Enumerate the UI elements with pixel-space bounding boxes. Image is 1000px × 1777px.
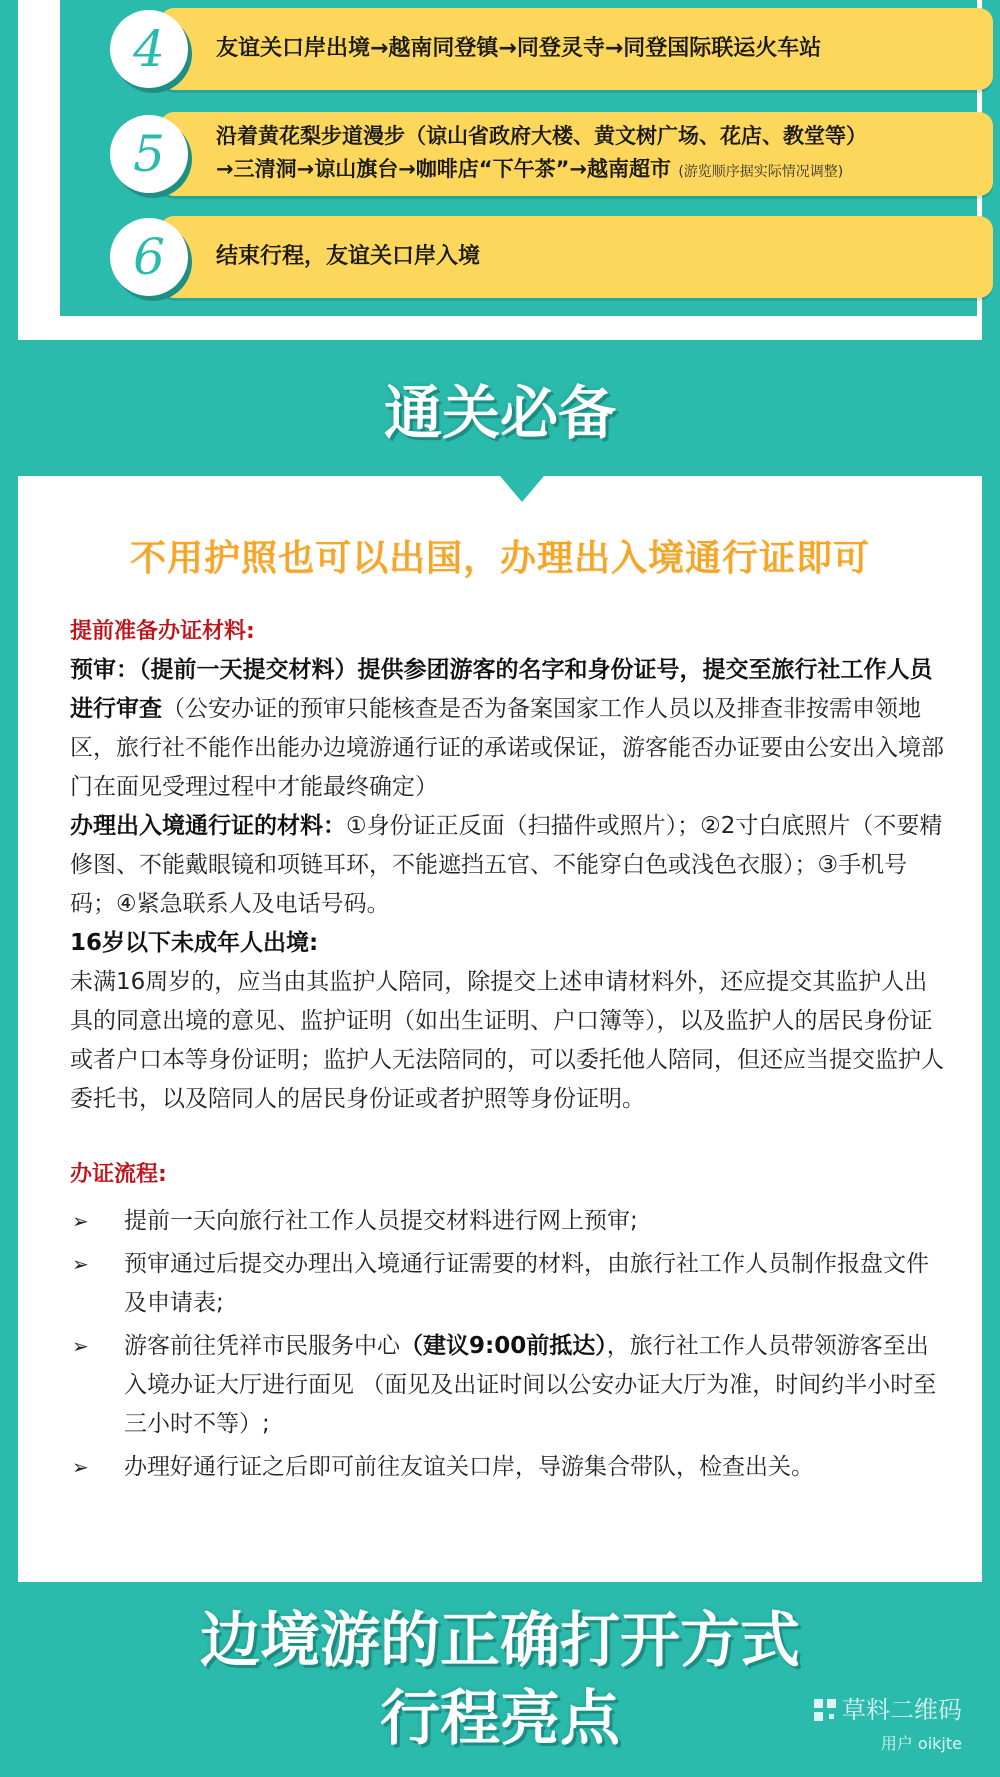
bottom-title-line1: 边境游的正确打开方式 bbox=[200, 1606, 800, 1676]
step-text bbox=[216, 216, 973, 298]
watermark-user: 用户 oikjte bbox=[880, 1734, 962, 1753]
spacer bbox=[70, 1119, 950, 1155]
step-line: 沿着黄花梨步道漫步（谅山省政府大楼、黄文树广场、花店、教堂等） bbox=[216, 123, 867, 148]
arrow-bullet-icon: ➢ bbox=[72, 1455, 89, 1479]
itinerary-step-4 bbox=[110, 8, 993, 90]
list-item bbox=[70, 1327, 950, 1444]
step-number: 5 bbox=[110, 115, 188, 193]
list-item-text: ，旅行社工作人员带领游客至出入境办证大厅进行面见 （面见及出证时间以公安办证大厅为准，时间约半小时至三小时不等）; bbox=[124, 1333, 937, 1437]
list-item-text: 预审通过后提交办理出入境通行证需要的材料，由旅行社工作人员制作报盘文件及申请表; bbox=[124, 1251, 929, 1316]
materials-detail: ①身份证正反面（扫描件或照片）；②2寸白底照片（不要精修图、不能戴眼镜和项链耳环，不能遮挡五官、不能穿白色或浅色衣服）；③手机号码；④紧急联系人及电话号码。 bbox=[70, 813, 943, 917]
list-item-text: 提前一天向旅行社工作人员提交材料进行网上预审; bbox=[124, 1208, 638, 1234]
step-text bbox=[216, 112, 973, 196]
list-item bbox=[70, 1448, 950, 1487]
watermark-brand: 草料二维码 bbox=[842, 1696, 962, 1724]
arrow-bullet-icon: ➢ bbox=[72, 1209, 89, 1233]
watermark bbox=[814, 1690, 962, 1754]
bottom-title-line2: 行程亮点 bbox=[380, 1684, 620, 1754]
itinerary-panel bbox=[18, 0, 982, 340]
itinerary-step-5 bbox=[110, 112, 993, 196]
prep-label: 提前准备办证材料: bbox=[70, 619, 255, 644]
pre-review-detail: （公安办证的预审只能核查是否为备案国家工作人员以及排查非按需申领地区，旅行社不能作出能办边境游通行证的承诺或保证，游客能否办证要由公安出入境部门在面见受理过程中才能最终确定） bbox=[70, 696, 944, 800]
step-number: 6 bbox=[110, 218, 188, 296]
panel-notch bbox=[500, 476, 544, 502]
panel-subtitle: 不用护照也可以出国，办理出入境通行证即可 bbox=[129, 538, 870, 579]
minor-heading: 16岁以下未成年人出境: bbox=[70, 930, 319, 956]
step-line: 结束行程，友谊关口岸入境 bbox=[216, 244, 481, 269]
step-note: (游览顺序据实际情况调整) bbox=[678, 163, 844, 180]
itinerary-inner bbox=[60, 0, 977, 316]
list-item-text: 办理好通行证之后即可前往友谊关口岸，导游集合带队，检查出关。 bbox=[124, 1454, 814, 1480]
list-item bbox=[70, 1202, 950, 1241]
list-item-emphasis: （建议9:00前抵达） bbox=[400, 1333, 607, 1359]
watermark-brand-row bbox=[814, 1690, 962, 1725]
arrow-bullet-icon: ➢ bbox=[72, 1252, 89, 1276]
list-item-text: 游客前往凭祥市民服务中心 bbox=[124, 1333, 400, 1359]
step-line: 友谊关口岸出境→越南同登镇→同登灵寺→同登国际联运火车站 bbox=[216, 36, 822, 61]
step-line-2: →三清洞→谅山旗台→咖啡店“下午茶”→越南超市 bbox=[216, 156, 671, 181]
step-line bbox=[216, 153, 973, 189]
minor-detail: 未满16周岁的，应当由其监护人陪同，除提交上述申请材料外，还应提交其监护人出具的同意出境的意见、监护证明（如出生证明、户口簿等），以及监护人的居民身份证或者户口本等身份证明；监护人无法陪同的，可以委托他人陪同，但还应当提交监护人委托书，以及陪同人的居民身份证或者护照等身份证明。 bbox=[70, 969, 944, 1112]
step-number: 4 bbox=[110, 10, 188, 88]
panel-content bbox=[70, 612, 950, 1491]
materials-paragraph bbox=[70, 807, 950, 924]
pre-review-heading: 预审：（提前一天提交材料）提供参团游客的名字和身份证号，提交至旅行社工作人员进行审查 bbox=[70, 657, 933, 722]
qr-code-icon bbox=[814, 1699, 836, 1721]
step-text bbox=[216, 8, 973, 90]
process-label: 办证流程: bbox=[70, 1162, 167, 1187]
arrow-bullet-icon: ➢ bbox=[72, 1334, 89, 1358]
list-item bbox=[70, 1245, 950, 1323]
materials-heading: 办理出入境通行证的材料： bbox=[70, 813, 346, 839]
process-list bbox=[70, 1202, 950, 1487]
requirements-panel bbox=[18, 476, 982, 1582]
pre-review-paragraph bbox=[70, 651, 950, 807]
itinerary-step-6 bbox=[110, 216, 993, 298]
section-title: 通关必备 bbox=[383, 379, 616, 447]
